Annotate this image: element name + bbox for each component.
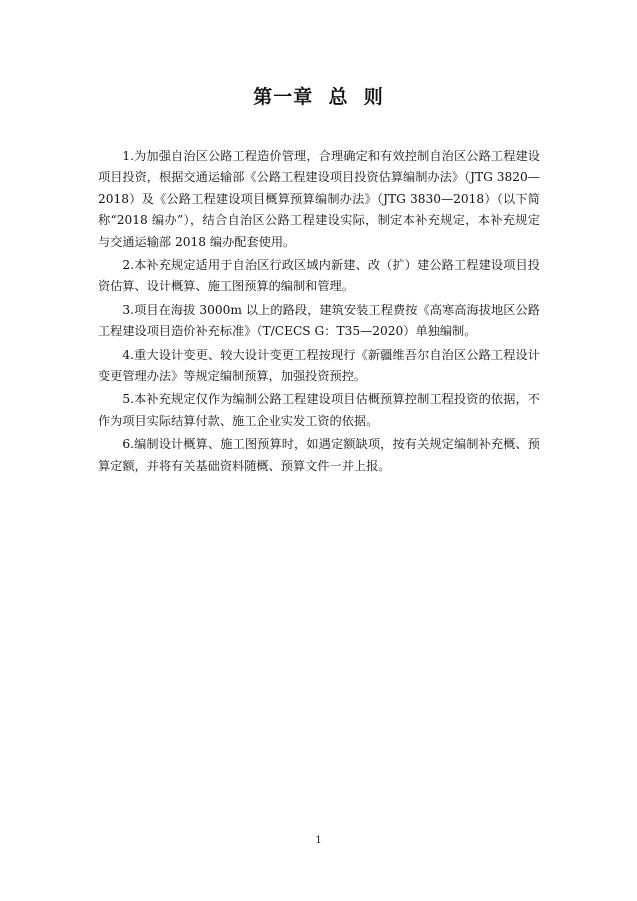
- chapter-title: 第一章 总 则: [253, 86, 384, 108]
- paragraph-5: 5.本补充规定仅作为编制公路工程建设项目估概预算控制工程投资的依据，不作为项目实际结算付款、施工企业实发工资的依据。: [98, 392, 540, 428]
- page-number: 1: [315, 835, 322, 846]
- paragraph-4: 4.重大设计变更、较大设计变更工程按现行《新疆维吾尔自治区公路工程设计变更管理办法》等规定编制预算，加强投资预控。: [98, 347, 540, 384]
- document-body: [98, 146, 540, 479]
- paragraph-2: 2.本补充规定适用于自治区行政区域内新建、改（扩）建公路工程建设项目投资估算、设计概算、施工图预算的编制和管理。: [98, 258, 540, 294]
- paragraph-1: 1.为加强自治区公路工程造价管理，合理确定和有效控制自治区公路工程建设项目投资，根据交通运输部《公路工程建设项目投资估算编制办法》（JTG 3820—2018）及《公路工程建设项目概算预算编制办法》（JTG 3830—2018）（以下简称“2018 编办”），结合自治区公路工程建设实际，制定本补充规定，本补充规定与交通运输部 2018 编办配套使用。: [98, 149, 540, 249]
- paragraph-3: 3.项目在海拔 3000m 以上的路段，建筑安装工程费按《高寒高海拔地区公路工程建设项目造价补充标准》（T/CECS G：T35—2020）单独编制。: [98, 302, 540, 339]
- paragraph-6: 6.编制设计概算、施工图预算时，如遇定额缺项，按有关规定编制补充概、预算定额，并将有关基础资料随概、预算文件一并上报。: [98, 437, 540, 473]
